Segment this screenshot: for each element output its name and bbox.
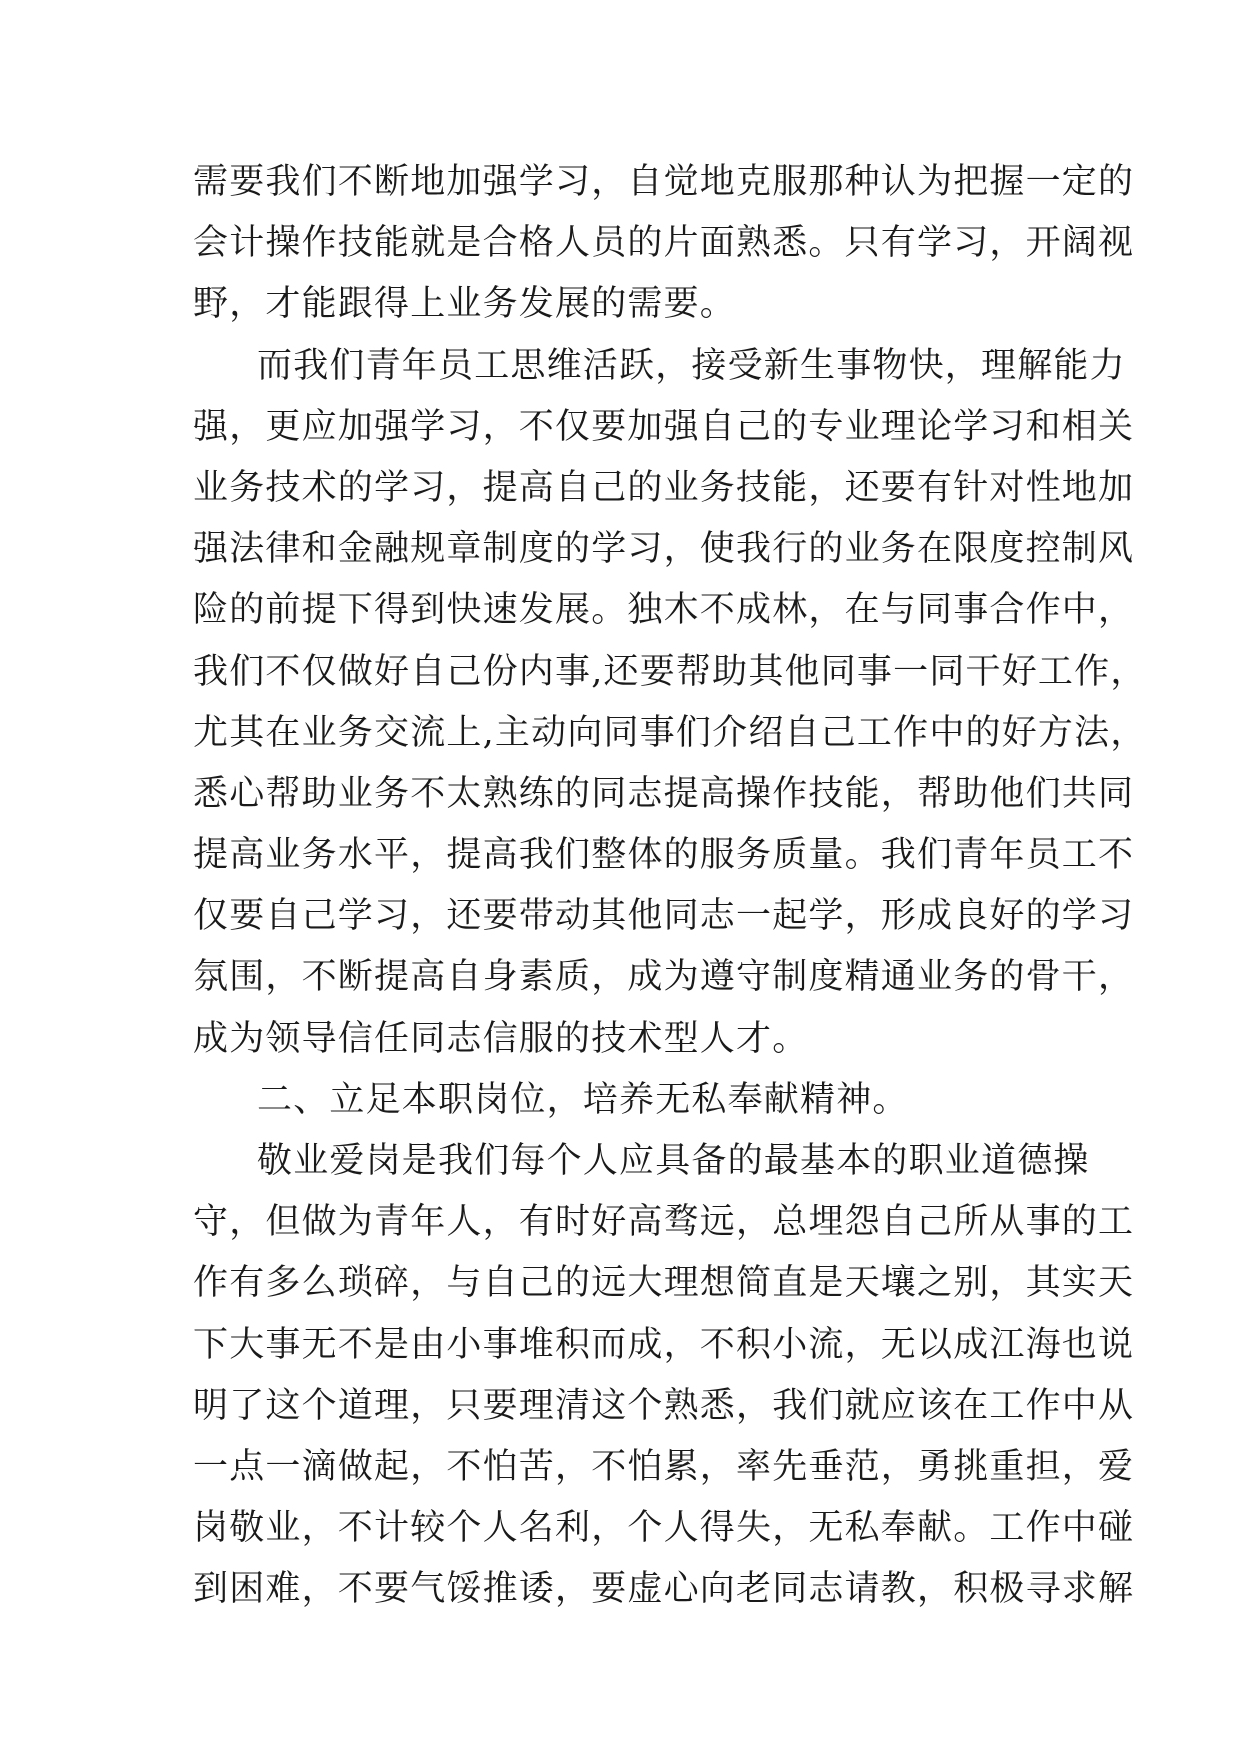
text-line: 氛围，不断提高自身素质，成为遵守制度精通业务的骨干， (193, 957, 1135, 998)
text-line: 到困难，不要气馁推诿，要虚心向老同志请教，积极寻求解 (193, 1569, 1135, 1610)
text-line: 业务技术的学习，提高自己的业务技能，还要有针对性地加 (193, 467, 1135, 508)
text-line: 下大事无不是由小事堆积而成，不积小流，无以成江海也说 (193, 1324, 1135, 1365)
text-line: 成为领导信任同志信服的技术型人才。 (193, 1018, 809, 1059)
text-line: 险的前提下得到快速发展。独木不成林，在与同事合作中， (193, 590, 1135, 631)
text-line: 会计操作技能就是合格人员的片面熟悉。只有学习，开阔视 (193, 223, 1135, 264)
text-line: 强法律和金融规章制度的学习，使我行的业务在限度控制风 (193, 529, 1135, 570)
text-line: 仅要自己学习，还要带动其他同志一起学，形成良好的学习 (193, 896, 1135, 937)
text-line: 二、立足本职岗位，培养无私奉献精神。 (257, 1079, 909, 1120)
document-body (193, 152, 1147, 1621)
text-line: 强，更应加强学习，不仅要加强自己的专业理论学习和相关 (193, 406, 1135, 447)
text-line: 一点一滴做起，不怕苦，不怕累，率先垂范，勇挑重担，爱 (193, 1446, 1135, 1487)
text-line: 明了这个道理，只要理清这个熟悉，我们就应该在工作中从 (193, 1385, 1135, 1426)
text-line: 岗敬业，不计较个人名利，个人得失，无私奉献。工作中碰 (193, 1508, 1135, 1549)
text-line: 而我们青年员工思维活跃，接受新生事物快，理解能力 (257, 345, 1126, 386)
text-line: 需要我们不断地加强学习，自觉地克服那种认为把握一定的 (193, 162, 1135, 202)
text-line: 我们不仅做好自己份内事,还要帮助其他同事一同干好工作， (193, 651, 1147, 692)
text-line: 悉心帮助业务不太熟练的同志提高操作技能，帮助他们共同 (193, 773, 1135, 814)
text-line: 作有多么琐碎，与自己的远大理想简直是天壤之别，其实天 (193, 1263, 1135, 1304)
text-line: 野，才能跟得上业务发展的需要。 (193, 284, 737, 325)
text-line: 敬业爱岗是我们每个人应具备的最基本的职业道德操 (257, 1141, 1090, 1181)
text-line: 守，但做为青年人，有时好高骛远，总埋怨自己所从事的工 (193, 1202, 1135, 1243)
text-line: 提高业务水平，提高我们整体的服务质量。我们青年员工不 (193, 835, 1135, 876)
text-line: 尤其在业务交流上,主动向同事们介绍自己工作中的好方法， (193, 712, 1147, 753)
